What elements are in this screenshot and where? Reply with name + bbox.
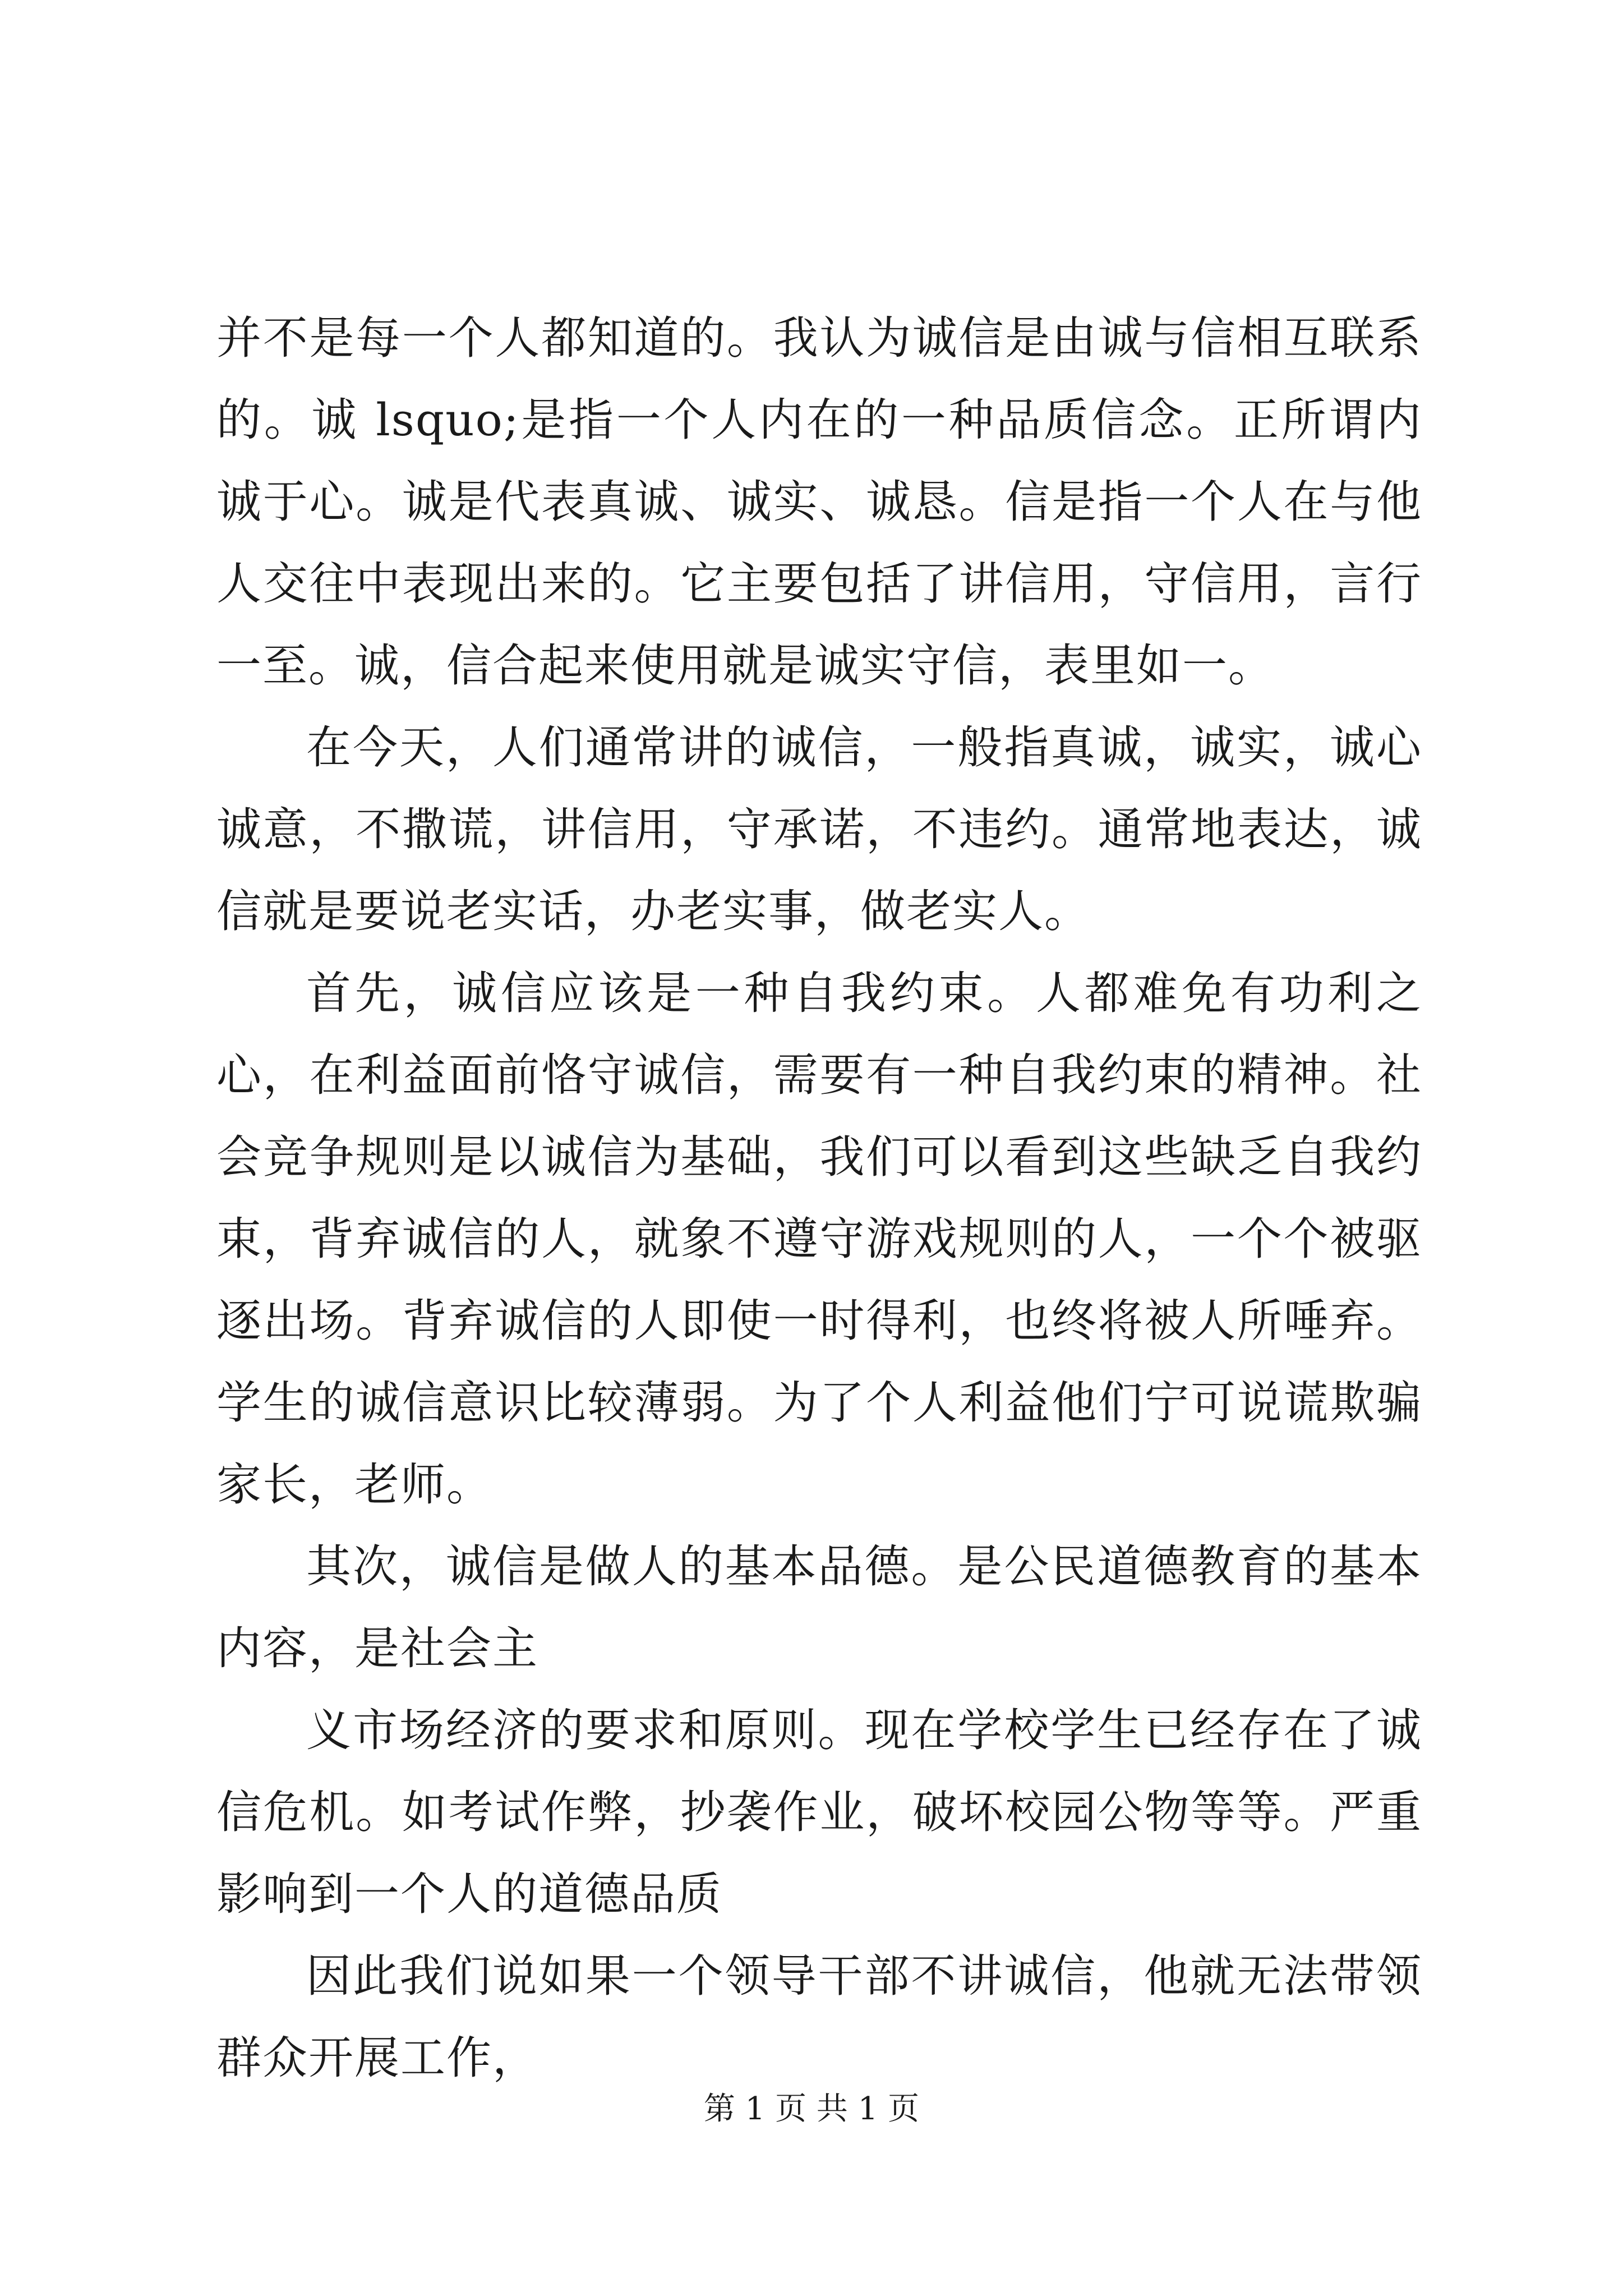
page-number-footer: 第 1 页 共 1 页 <box>703 2091 920 2127</box>
paragraph-6: 因此我们说如果一个领导干部不讲诚信，他就无法带领群众开展工作， <box>216 1950 1422 2084</box>
paragraph-4: 其次，诚信是做人的基本品德。是公民道德教育的基本内容，是社会主 <box>216 1540 1422 1674</box>
paragraph-1: 并不是每一个人都知道的。我认为诚信是由诚与信相互联系的。诚 lsquo;是指一个人内在的一种品质信念。正所谓内诚于心。诚是代表真诚、诚实、诚恳。信是指一个人在与他人交往中表现出来的。它主要包括了讲信用，守信用，言行一至。诚，信合起来使用就是诚实守信，表里如一。 <box>216 312 1422 692</box>
paragraph-2: 在今天，人们通常讲的诚信，一般指真诚，诚实，诚心诚意，不撒谎，讲信用，守承诺，不违约。通常地表达，诚信就是要说老实话，办老实事，做老实人。 <box>216 721 1422 937</box>
paragraph-5: 义市场经济的要求和原则。现在学校学生已经存在了诚信危机。如考试作弊，抄袭作业，破坏校园公物等等。严重影响到一个人的道德品质 <box>216 1704 1422 1920</box>
document-body <box>216 297 1422 2099</box>
paragraph-3: 首先，诚信应该是一种自我约束。人都难免有功利之心，在利益面前恪守诚信，需要有一种自我约束的精神。社会竞争规则是以诚信为基础，我们可以看到这些缺乏自我约束，背弃诚信的人，就象不遵守游戏规则的人，一个个被驱逐出场。背弃诚信的人即使一时得利，也终将被人所唾弃。学生的诚信意识比较薄弱。为了个人利益他们宁可说谎欺骗家长，老师。 <box>216 967 1422 1511</box>
